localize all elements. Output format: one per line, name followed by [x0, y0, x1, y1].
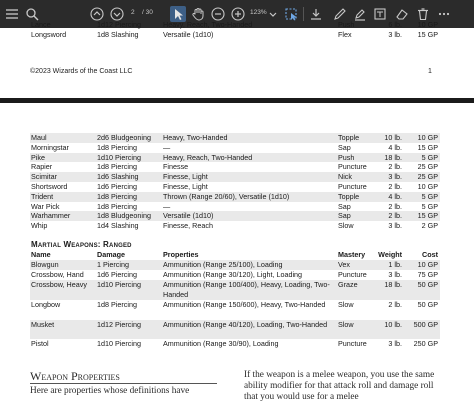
cell-mastery: Puncture	[338, 339, 367, 348]
cell-properties: Finesse, Reach	[163, 221, 213, 231]
cell-weight: 3 lb.	[388, 339, 402, 348]
table-row	[30, 211, 440, 221]
cell-mastery: Sap	[338, 142, 351, 152]
cell-cost: 50 GP	[417, 300, 438, 309]
cell-name: Whip	[31, 221, 48, 231]
page-total: / 30	[142, 9, 153, 16]
cell-name: Longbow	[31, 300, 61, 309]
cell-properties: Heavy, Reach, Two-Handed	[163, 152, 253, 162]
cell-properties: Finesse	[163, 162, 189, 172]
cell-weight: 1 lb.	[388, 260, 402, 269]
cell-mastery: Vex	[338, 260, 350, 269]
cell-properties: Heavy, Two-Handed	[163, 133, 228, 142]
table-row	[30, 260, 440, 270]
table-row	[30, 320, 440, 339]
cell-mastery: Slow	[338, 221, 354, 231]
cell-weight: 2 lb.	[388, 201, 402, 211]
cell-properties: Ammunition (Range 100/400), Heavy, Loading, Two-Handed	[163, 280, 330, 299]
cell-cost: 15 GP	[417, 211, 438, 221]
cell-weight: 2 lb.	[388, 182, 402, 191]
cell-name: Maul	[31, 133, 47, 142]
cell-damage: 1d6 Piercing	[97, 182, 137, 191]
page-number: 1	[428, 68, 432, 75]
cell-damage: 2d6 Bludgeoning	[97, 133, 151, 142]
cell-name: Rapier	[31, 162, 53, 172]
cell-damage: 1d4 Slashing	[97, 221, 139, 231]
cell-weight: 18 lb.	[384, 152, 402, 162]
cell-properties: Ammunition (Range 40/120), Loading, Two-Handed	[163, 320, 328, 329]
cell-name: Blowgun	[31, 260, 59, 269]
table-row	[30, 300, 440, 320]
table-row	[30, 172, 440, 182]
table-row	[30, 221, 440, 231]
cell-damage: 1d10 Piercing	[97, 280, 141, 289]
cell-mastery: Sap	[338, 211, 351, 221]
cell-cost: 250 GP	[413, 339, 438, 348]
cell-mastery: Puncture	[338, 270, 367, 279]
cell-cost: 25 GP	[417, 162, 438, 172]
cell-mastery: Push	[338, 152, 355, 162]
cell-mastery: Nick	[338, 172, 352, 182]
cell-name: Shortsword	[31, 182, 68, 191]
cell-cost: 75 GP	[417, 270, 438, 279]
cell-weight: 10 lb.	[384, 133, 402, 142]
cell-damage: 1d8 Piercing	[97, 142, 137, 152]
cell-damage: 1d10 Piercing	[97, 339, 141, 348]
table-row	[30, 143, 440, 153]
table-row	[30, 182, 440, 192]
body-text-left: Here are properties whose definitions have	[30, 386, 190, 396]
cell-cost: 15 GP	[417, 142, 438, 152]
cell-cost: 5 GP	[421, 152, 438, 162]
cell-properties: Ammunition (Range 30/90), Loading	[163, 339, 279, 348]
table-row	[30, 192, 440, 202]
body-text-right: If the weapon is a melee weapon, you use the same ability modifier for that attack roll and damage roll that you would use for a melee	[244, 370, 435, 402]
cell-name: Musket	[31, 320, 55, 329]
cell-damage: 1d12 Piercing	[97, 320, 141, 329]
copyright-text: ©2023 Wizards of the Coast LLC	[30, 68, 133, 75]
cell-damage: 1d8 Piercing	[97, 201, 137, 211]
page-divider	[0, 98, 474, 103]
cell-properties: Ammunition (Range 25/100), Loading	[163, 260, 283, 269]
cell-damage: 1 Piercing	[97, 260, 129, 269]
cell-mastery: Topple	[338, 133, 360, 142]
page-number-input[interactable]: 2	[131, 9, 135, 16]
cell-weight: 4 lb.	[388, 142, 402, 152]
table-row	[30, 162, 440, 172]
cell-mastery: Topple	[338, 191, 360, 201]
cell-properties: Finesse, Light	[163, 182, 208, 191]
cell-damage: 1d6 Piercing	[97, 270, 137, 279]
cell-name: Scimitar	[31, 172, 57, 182]
cell-damage: 1d10 Piercing	[97, 152, 141, 162]
cell-cost: 2 GP	[421, 221, 438, 231]
cell-cost: 10 GP	[417, 182, 438, 191]
cell-name: Crossbow, Hand	[31, 270, 84, 279]
cell-properties: Thrown (Range 20/60), Versatile (1d10)	[163, 191, 290, 201]
cell-weight: 3 lb.	[388, 172, 402, 182]
cell-properties: —	[163, 201, 171, 211]
cell-mastery: Slow	[338, 300, 354, 309]
cell-properties: Ammunition (Range 30/120), Light, Loading	[163, 270, 303, 279]
cell-name: War Pick	[31, 201, 60, 211]
cell-cost: 5 GP	[421, 191, 438, 201]
cell-name: Morningstar	[31, 142, 69, 152]
cell-cost: 50 GP	[417, 280, 438, 289]
cell-name: Pike	[31, 152, 45, 162]
cell-damage: 1d8 Bludgeoning	[97, 211, 151, 221]
cell-weight: 4 lb.	[388, 191, 402, 201]
cell-mastery: Puncture	[338, 162, 367, 172]
cell-mastery: Puncture	[338, 182, 367, 191]
cell-weight: 3 lb.	[388, 270, 402, 279]
table-row	[30, 153, 440, 163]
cell-name: Pistol	[31, 339, 49, 348]
cell-mastery: Slow	[338, 320, 354, 329]
table-row	[30, 280, 440, 300]
cell-damage: 1d8 Piercing	[97, 300, 137, 309]
cell-properties: Ammunition (Range 150/600), Heavy, Two-Handed	[163, 300, 326, 309]
cell-cost: 10 GP	[417, 260, 438, 269]
cell-cost: 10 GP	[417, 133, 438, 142]
table-row: Lance 1d12 Piercing Heavy, Reach, Two-Handed Push 6 lb. 10 GP	[31, 20, 438, 29]
cell-properties: Versatile (1d10)	[163, 211, 214, 221]
cell-properties: Finesse, Light	[163, 172, 208, 182]
table-row	[30, 270, 440, 280]
list-icon[interactable]	[4, 6, 20, 22]
cell-weight: 2 lb.	[388, 162, 402, 172]
cell-cost: 500 GP	[413, 320, 438, 329]
cell-cost: 25 GP	[417, 172, 438, 182]
cell-weight: 2 lb.	[388, 300, 402, 309]
cell-weight: 2 lb.	[388, 211, 402, 221]
table-row	[30, 202, 440, 212]
toolbar-separator	[303, 7, 304, 21]
zoom-level[interactable]: 123%	[250, 9, 267, 16]
section-heading: Weapon Properties	[30, 369, 120, 383]
heading-rule	[30, 383, 217, 384]
cell-damage: 1d6 Slashing	[97, 172, 139, 182]
cell-properties: —	[163, 142, 171, 152]
cell-mastery: Sap	[338, 201, 351, 211]
cell-weight: 10 lb.	[384, 320, 402, 329]
table-row	[30, 339, 440, 358]
cell-name: Trident	[31, 191, 54, 201]
cell-cost: 5 GP	[421, 201, 438, 211]
cell-name: Crossbow, Heavy	[31, 280, 87, 289]
table-row	[30, 133, 440, 143]
section-title: Martial Weapons: Ranged	[31, 240, 132, 249]
cell-weight: 3 lb.	[388, 221, 402, 231]
cell-mastery: Graze	[338, 280, 358, 289]
cell-weight: 18 lb.	[384, 280, 402, 289]
cell-damage: 1d8 Piercing	[97, 191, 137, 201]
cell-name: Warhammer	[31, 211, 71, 221]
cell-damage: 1d8 Piercing	[97, 162, 137, 172]
